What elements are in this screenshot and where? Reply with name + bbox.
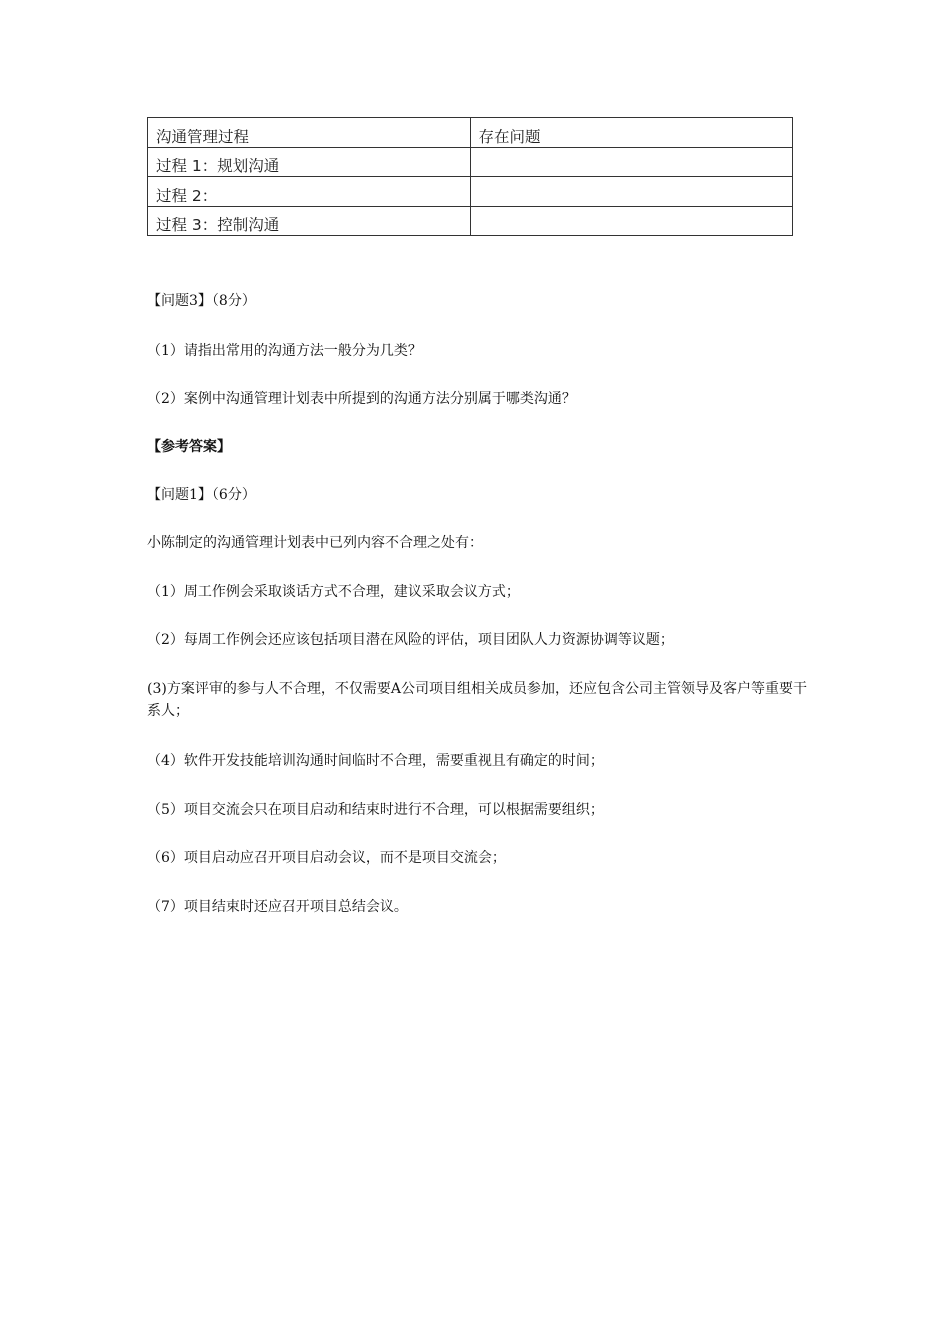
table-row xyxy=(148,206,793,236)
question1-heading: 【问题1】（6分） xyxy=(147,487,256,503)
table-row xyxy=(148,177,793,207)
answer-item: （1）周工作例会采取谈话方式不合理，建议采取会议方式； xyxy=(147,584,520,600)
question3-heading: 【问题3】（8分） xyxy=(147,293,256,309)
question3-item: （1）请指出常用的沟通方法一般分为几类？ xyxy=(147,343,422,359)
answer-item: （7）项目结束时还应召开项目总结会议。 xyxy=(147,899,408,915)
answer-item: （2）每周工作例会还应该包括项目潜在风险的评估，项目团队人力资源协调等议题； xyxy=(147,632,674,648)
table-cell xyxy=(470,147,793,177)
table-header-row xyxy=(148,118,793,148)
table-cell xyxy=(470,177,793,207)
answer-item: （5）项目交流会只在项目启动和结束时进行不合理，可以根据需要组织； xyxy=(147,802,604,818)
answer-heading: 【参考答案】 xyxy=(147,439,231,455)
table-cell: 过程 2： xyxy=(148,177,471,207)
communication-process-table xyxy=(147,117,793,236)
answer-item: （4）软件开发技能培训沟通时间临时不合理，需要重视且有确定的时间； xyxy=(147,753,604,769)
question3-item: （2）案例中沟通管理计划表中所提到的沟通方法分别属于哪类沟通？ xyxy=(147,391,576,407)
answer-item: (3)方案评审的参与人不合理，不仅需要A公司项目组相关成员参加，还应包含公司主管领导及客户等重要干系人； xyxy=(147,681,807,719)
table-cell: 过程 1：规划沟通 xyxy=(148,147,471,177)
answer-intro: 小陈制定的沟通管理计划表中已列内容不合理之处有： xyxy=(147,535,483,551)
table-cell: 过程 3：控制沟通 xyxy=(148,206,471,236)
table-header-cell: 沟通管理过程 xyxy=(148,118,471,148)
table-row xyxy=(148,147,793,177)
table-cell xyxy=(470,206,793,236)
table-header-cell: 存在问题 xyxy=(470,118,793,148)
answer-item: （6）项目启动应召开项目启动会议，而不是项目交流会； xyxy=(147,850,506,866)
